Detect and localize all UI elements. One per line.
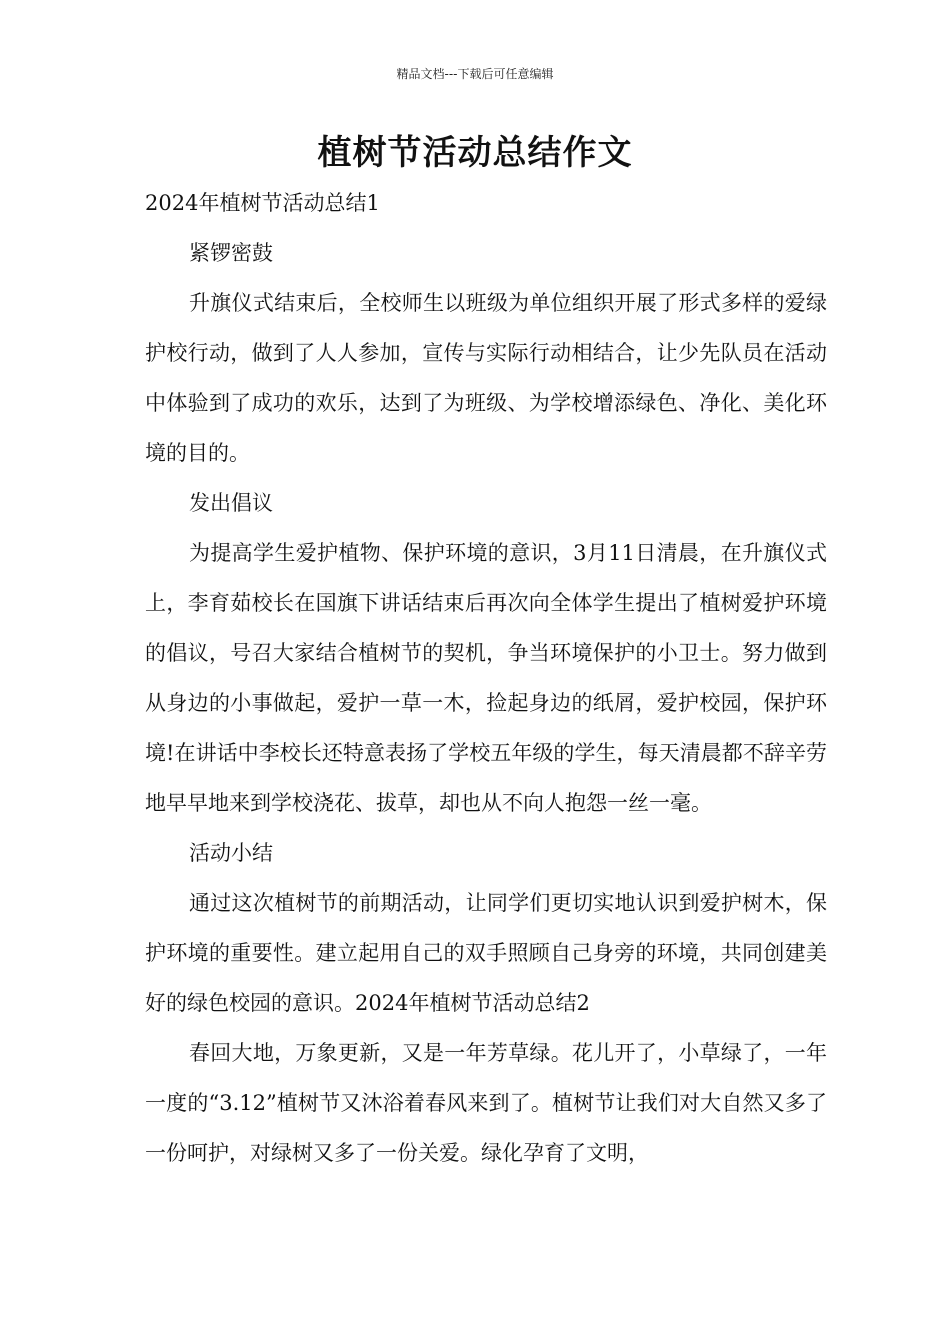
page-header: 精品文档---下载后可任意编辑 — [396, 67, 554, 81]
paragraph: 通过这次植树节的前期活动，让同学们更切实地认识到爱护树木，保护环境的重要性。建立起用自己的双手照顾自己身旁的环境，共同创建美好的绿色校园的意识。2024年植树节活动总结2 — [145, 891, 827, 1015]
document-title: 植树节活动总结作文 — [317, 133, 633, 173]
subheading: 紧锣密鼓 — [189, 241, 273, 265]
subheading: 发出倡议 — [189, 491, 273, 515]
paragraph: 为提高学生爱护植物、保护环境的意识，3月11日清晨，在升旗仪式上，李育茹校长在国旗下讲话结束后再次向全体学生提出了植树爱护环境的倡议，号召大家结合植树节的契机，争当环境保护的小卫士。努力做到从身边的小事做起，爱护一草一木，捡起身边的纸屑，爱护校园，保护环境!在讲话中李校长还特意表扬了学校五年级的学生，每天清晨都不辞辛劳地早早地来到学校浇花、拔草，却也从不向人抱怨一丝一毫。 — [145, 541, 827, 815]
paragraph: 升旗仪式结束后，全校师生以班级为单位组织开展了形式多样的爱绿护校行动，做到了人人参加，宣传与实际行动相结合，让少先队员在活动中体验到了成功的欢乐，达到了为班级、为学校增添绿色、净化、美化环境的目的。 — [145, 291, 827, 465]
paragraph: 春回大地，万象更新，又是一年芳草绿。花儿开了，小草绿了，一年一度的“3.12”植树节又沐浴着春风来到了。植树节让我们对大自然又多了一份呵护，对绿树又多了一份关爱。绿化孕育了文明， — [145, 1041, 827, 1165]
section-heading: 2024年植树节活动总结1 — [145, 191, 380, 215]
document-body — [145, 178, 827, 1178]
subheading: 活动小结 — [189, 841, 273, 865]
